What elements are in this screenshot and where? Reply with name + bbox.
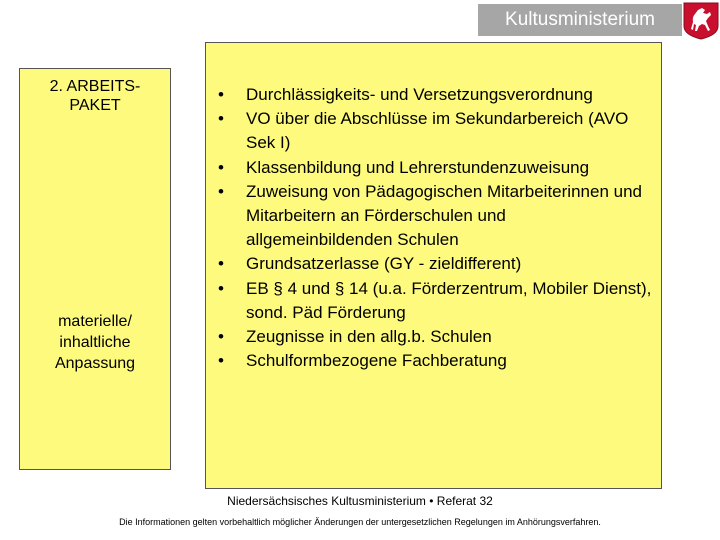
list-item-label: Zeugnisse in den allg.b. Schulen [246,327,492,347]
bullet-icon: • [218,181,224,201]
work-package-panel [19,68,171,470]
bullet-icon: • [218,278,224,298]
footer-disclaimer: Die Informationen gelten vorbehaltlich möglicher Änderungen der untergesetzlichen Regelungen im Anhörungsverfahren. [119,517,601,527]
list-item [212,180,652,253]
work-package-subtitle: materielle/ inhaltliche Anpassung [54,313,136,372]
list-item [212,252,652,276]
topics-list [212,83,652,373]
ministry-header-label: Kultusministerium [478,4,682,36]
list-item [212,325,652,349]
list-item-label: Zuweisung von Pädagogischen Mitarbeiterinnen und Mitarbeitern an Förderschulen und allgemeinbildenden Schulen [246,181,642,250]
list-item-label: EB § 4 und § 14 (u.a. Förderzentrum, Mobiler Dienst), sond. Päd Förderung [246,278,652,322]
list-item [212,277,652,325]
bullet-icon: • [218,254,224,274]
list-item [212,156,652,180]
list-item-label: Durchlässigkeits- und Versetzungsverordnung [246,85,593,104]
bullet-icon: • [218,85,224,104]
footer-attribution: Niedersächsisches Kultusministerium • Referat 32 [227,494,493,508]
list-item-label: Grundsatzerlasse (GY - zieldifferent) [246,254,522,274]
bullet-icon: • [218,327,224,347]
list-item [212,83,652,107]
list-item [212,107,652,155]
bullet-icon: • [218,351,224,371]
bullet-icon: • [218,109,224,129]
list-item-label: VO über die Abschlüsse im Sekundarbereich (AVO Sek I) [246,109,629,153]
list-item [212,349,652,373]
topics-panel [205,42,662,489]
list-item-label: Klassenbildung und Lehrerstundenzuweisung [246,157,590,177]
lower-saxony-horse-icon [683,2,719,40]
list-item-label: Schulformbezogene Fachberatung [246,351,507,371]
work-package-label: 2. ARBEITS- PAKET [49,78,141,114]
bullet-icon: • [218,157,224,177]
